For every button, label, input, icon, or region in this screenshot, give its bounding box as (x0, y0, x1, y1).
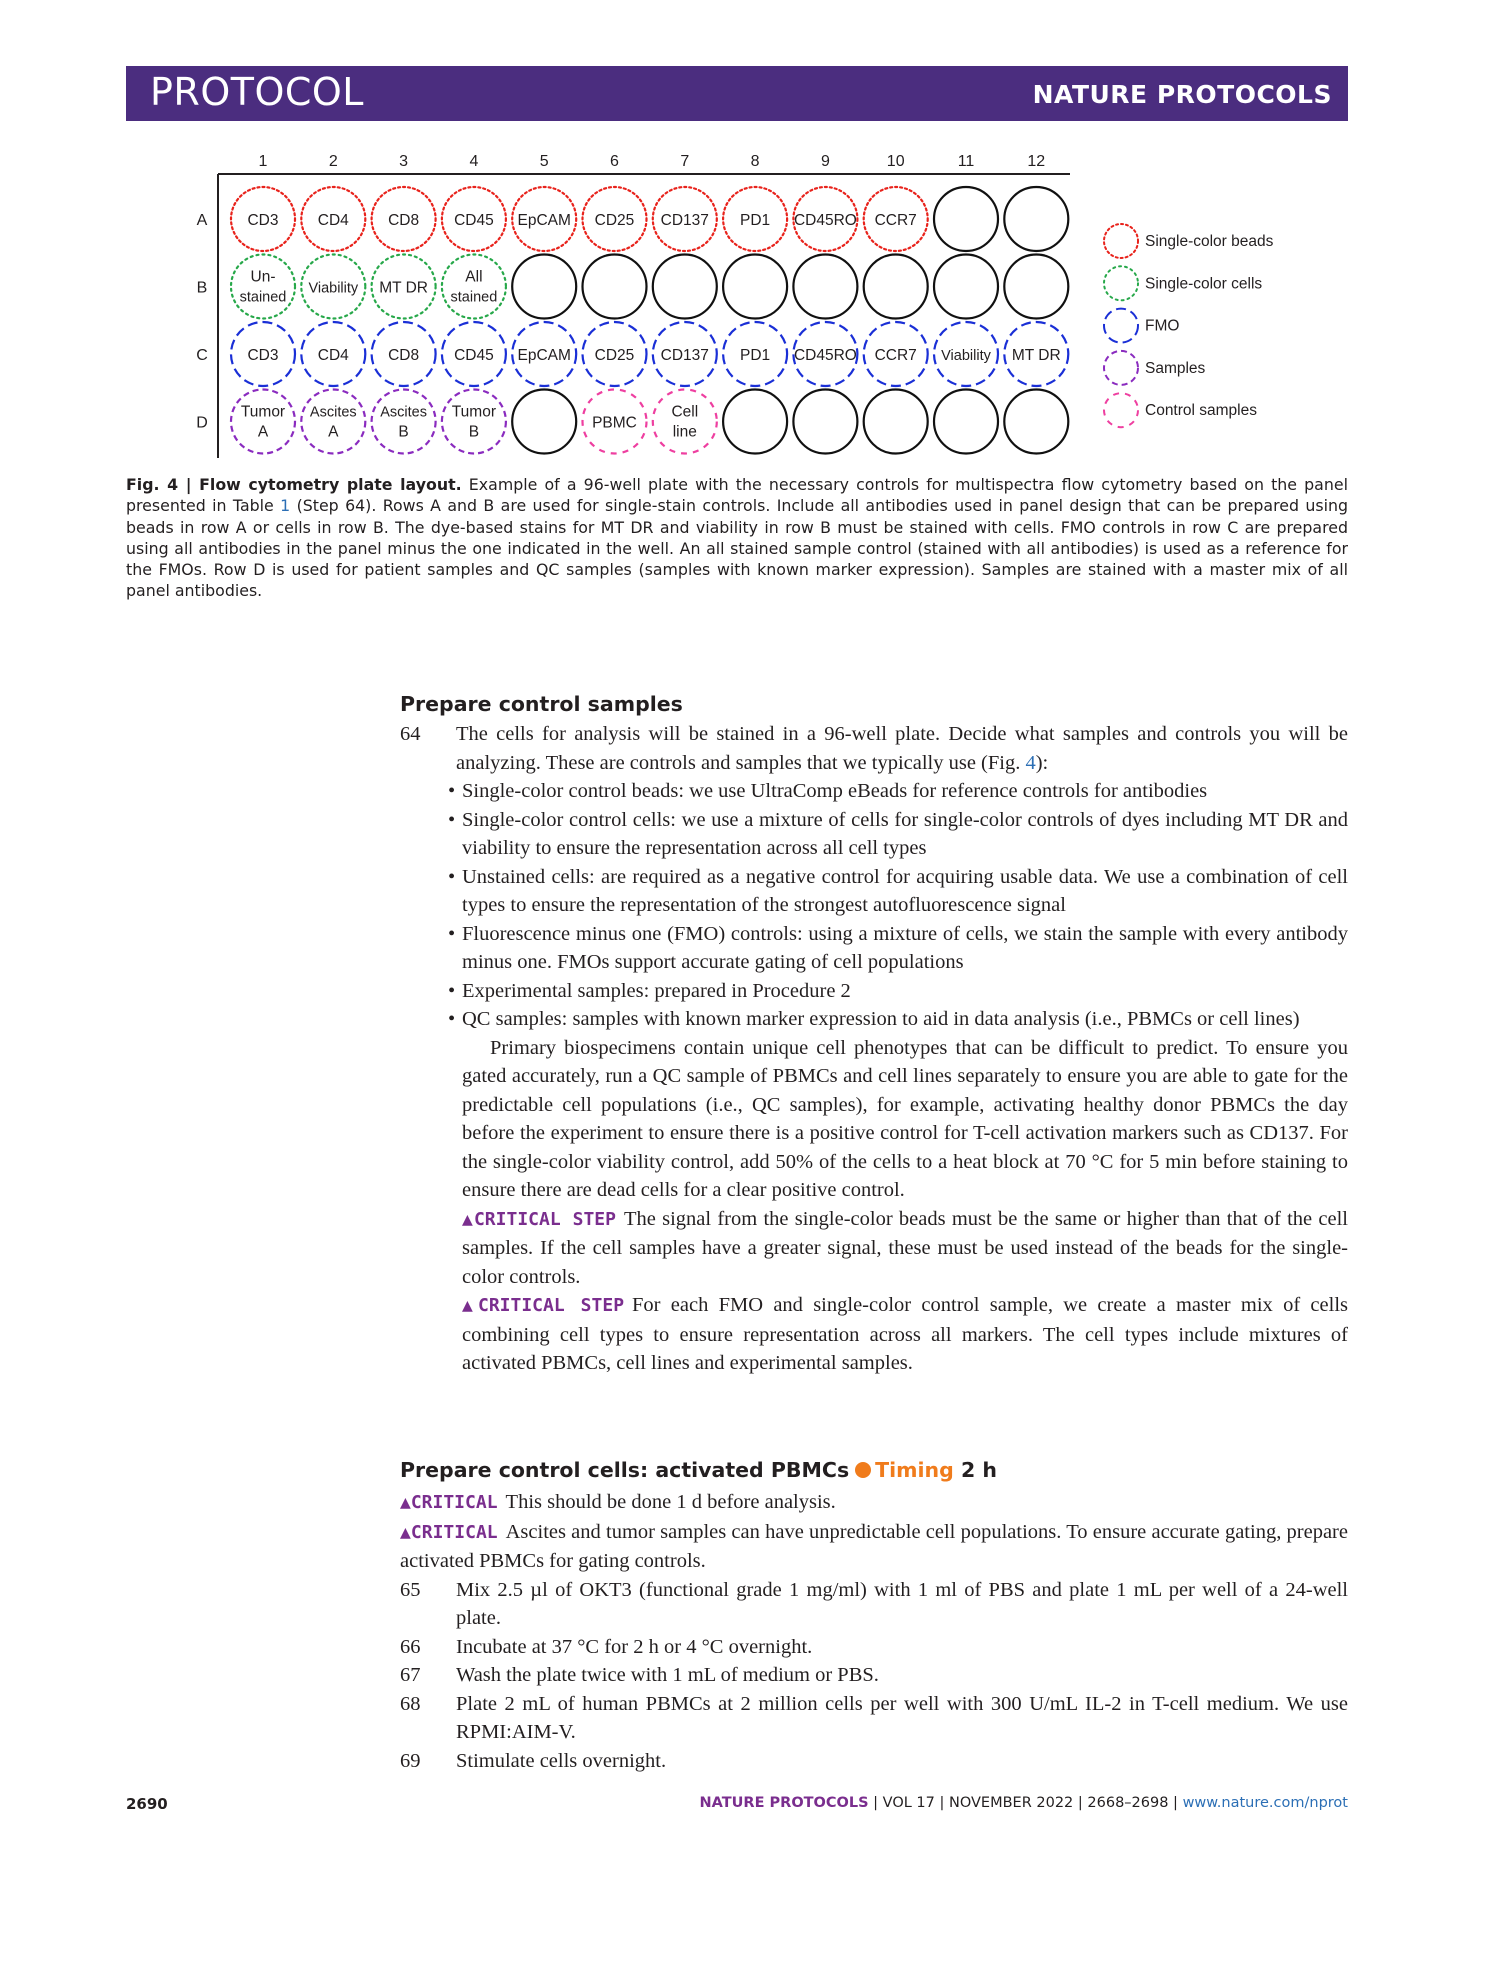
well (372, 390, 436, 454)
bullet-item (400, 1005, 1348, 1034)
well-label: CD8 (388, 212, 420, 229)
well-label: CD45RO (793, 212, 857, 229)
footer-citation (700, 1795, 1348, 1811)
well (934, 187, 998, 251)
well-label: CD4 (317, 347, 349, 364)
well (864, 322, 928, 386)
legend-item (1104, 224, 1274, 258)
step-68 (400, 1690, 1348, 1747)
well (934, 322, 998, 386)
critical-step-label: ▲CRITICAL STEP (462, 1208, 616, 1230)
well (301, 255, 365, 319)
well (653, 255, 717, 319)
well-label: Ascites (380, 404, 427, 421)
well-circle (1004, 390, 1068, 454)
bullet-text: Unstained cells: are required as a negative control for acquiring usable data. We use a combination of cell types to ensure the representation of the strongest autofluorescence signal (462, 865, 1348, 916)
well (583, 187, 647, 251)
bullet-text: Fluorescence minus one (FMO) controls: using a mixture of cells, we stain the sample with every antibody minus one. FMOs support accurate gating of cell populations (462, 922, 1348, 973)
well (723, 187, 787, 251)
figure-caption (126, 474, 1348, 602)
well-circle (864, 390, 928, 454)
step-number: 68 (400, 1692, 421, 1715)
footer-journal: NATURE PROTOCOLS (699, 1795, 869, 1811)
step-69 (400, 1747, 1348, 1776)
legend-swatch (1104, 351, 1138, 385)
step-67 (400, 1661, 1348, 1690)
well (723, 322, 787, 386)
well (512, 187, 576, 251)
step-text-end: ): (1035, 751, 1049, 774)
well-circle (1004, 187, 1068, 251)
well-circle (934, 390, 998, 454)
step-66 (400, 1633, 1348, 1662)
bullet-icon: • (448, 922, 456, 945)
footer-sep: | (1073, 1795, 1088, 1811)
well-label: EpCAM (517, 212, 571, 229)
bullet-icon: • (448, 865, 456, 888)
well-label: line (672, 423, 697, 441)
plate-wells (231, 187, 1068, 454)
well (1004, 255, 1068, 319)
well (653, 322, 717, 386)
critical-text: This should be done 1 d before analysis. (505, 1491, 836, 1513)
critical-step-label: ▲CRITICAL STEP (462, 1295, 625, 1316)
well-label: CD137 (660, 347, 709, 364)
well (653, 390, 717, 454)
bullet-icon: • (448, 979, 456, 1002)
column-label: 5 (539, 153, 549, 170)
figure-legend (1104, 224, 1274, 427)
well-circle (793, 390, 857, 454)
well (231, 255, 295, 319)
plate-layout-figure (0, 0, 1489, 470)
caption-text-b: (Step 64). Rows A and B are used for single-stain controls. Include all antibodies used in panel design that can be prepared using beads in row A or cells in row B. The dye-based stains for MT DR and viability in row B must be stained with cells. FMO controls in row C are prepared using all antibodies in the panel minus the one indicated in the well. An all stained sample control (stained with all antibodies) is used as a reference for the FMOs. Row D is used for patient samples and QC samples (samples with known marker expression). Samples are stained with a master mix of all panel antibodies. (126, 496, 1349, 601)
step-text: Plate 2 mL of human PBMCs at 2 million cells per well with 300 U/mL IL-2 in T-cell medium. We use RPMI:AIM-V. (456, 1692, 1348, 1743)
step-text: Stimulate cells overnight. (456, 1749, 667, 1772)
footer-sep: | (1168, 1795, 1183, 1811)
bullet-item (400, 977, 1348, 1006)
figure-ref-link[interactable]: 4 (1025, 751, 1036, 774)
well (301, 390, 365, 454)
well-circle (372, 390, 436, 454)
well-circle (301, 390, 365, 454)
table-ref-link[interactable]: 1 (280, 496, 291, 516)
step-number: 67 (400, 1664, 421, 1686)
legend-item (1104, 351, 1206, 385)
well-label: Un- (250, 268, 276, 286)
well (231, 322, 295, 386)
critical-step-text: The signal from the single-color beads must be the same or higher than that of the cell samples. If the cell samples have a greater signal, these must be used instead of the beads for the single-color controls. (462, 1207, 1348, 1288)
row-label: A (196, 212, 208, 229)
well-label: Cell (671, 403, 699, 421)
well-circle (1004, 255, 1068, 319)
column-label: 10 (886, 153, 905, 170)
column-labels (259, 153, 1046, 170)
section-heading-activated-pbmcs (400, 1458, 997, 1482)
well (442, 187, 506, 251)
well (512, 255, 576, 319)
well-label: PBMC (592, 414, 637, 432)
well (442, 322, 506, 386)
well-label: A (257, 423, 269, 441)
footer-sep: | (868, 1795, 883, 1811)
step-text: Wash the plate twice with 1 mL of medium or PBS. (456, 1664, 879, 1686)
step-65 (400, 1576, 1348, 1633)
column-label: 3 (399, 153, 409, 170)
timing-dot-icon (855, 1462, 871, 1478)
well (653, 187, 717, 251)
critical-label: ▲CRITICAL (400, 1521, 498, 1543)
step-text: Mix 2.5 µl of OKT3 (functional grade 1 mg/ml) with 1 ml of PBS and plate 1 mL per well of a 24-well plate. (456, 1578, 1348, 1629)
well (583, 390, 647, 454)
well (1004, 322, 1068, 386)
legend-label: Single-color beads (1145, 233, 1274, 250)
well-label: PD1 (740, 347, 771, 364)
critical-step-text: For each FMO and single-color control sample, we create a master mix of cells combining cell types to ensure representation across all markers. The cell types include mixtures of activated PBMCs, cell lines and experimental samples. (462, 1294, 1349, 1374)
well-circle (793, 255, 857, 319)
bullet-icon: • (448, 1008, 456, 1030)
footer-sep: | (934, 1795, 949, 1811)
well (301, 187, 365, 251)
legend-label: Samples (1145, 359, 1206, 377)
column-label: 2 (328, 153, 338, 170)
well-circle (583, 255, 647, 319)
well-circle (723, 255, 787, 319)
well-label: Tumor (451, 403, 497, 421)
well-label: PD1 (740, 212, 771, 229)
caption-title: Fig. 4 | Flow cytometry plate layout. (126, 475, 462, 494)
well (583, 322, 647, 386)
well (231, 187, 295, 251)
well-label: Ascites (309, 404, 357, 421)
well (793, 390, 857, 454)
row-label: B (196, 279, 208, 297)
well-label: All (465, 268, 483, 286)
well (1004, 390, 1068, 454)
bullet-text: Experimental samples: prepared in Procedure 2 (462, 979, 851, 1002)
legend-item (1104, 266, 1262, 300)
footer-pages: 2668–2698 (1087, 1795, 1169, 1811)
well (442, 390, 506, 454)
well-circle (231, 390, 295, 454)
well-circle (512, 255, 576, 319)
well-circle (231, 255, 295, 319)
well (372, 187, 436, 251)
column-label: 9 (820, 153, 830, 170)
well (864, 187, 928, 251)
well (793, 255, 857, 319)
well (793, 322, 857, 386)
legend-label: FMO (1145, 317, 1180, 335)
step-number: 65 (400, 1578, 421, 1601)
section-heading-control-samples: Prepare control samples (400, 692, 683, 716)
qc-paragraph: Primary biospecimens contain unique cell phenotypes that can be difficult to predict. To ensure you gated accurately, run a QC sample of PBMCs and cell lines separately to ensure you are able to gate for the predictable cell populations (i.e., QC samples), for example, activating healthy donor PBMCs the day before the experiment to ensure there is a positive control for T-cell activation markers such as CD137. For the single-color viability control, add 50% of the cells to a heat block at 70 °C for 5 min before staining to ensure there are dead cells for a clear positive control. (462, 1036, 1348, 1201)
bullet-icon: • (448, 808, 456, 831)
step-text: Incubate at 37 °C for 2 h or 4 °C overnight. (456, 1635, 813, 1658)
well-label: CD4 (317, 212, 349, 229)
well-circle (442, 390, 506, 454)
row-label: D (196, 414, 208, 432)
well-label: CCR7 (874, 212, 917, 229)
well-label: B (468, 423, 480, 441)
well-label: CD3 (247, 347, 279, 364)
column-label: 11 (957, 153, 975, 170)
well (723, 255, 787, 319)
well-label: CD25 (594, 212, 635, 229)
well-circle (934, 187, 998, 251)
well (442, 255, 506, 319)
well (723, 390, 787, 454)
step-text: The cells for analysis will be stained in a 96-well plate. Decide what samples and controls you will be analyzing. These are controls and samples that we typically use (Fig. (456, 723, 1348, 774)
bullet-item (400, 863, 1348, 920)
section1-body (400, 720, 1348, 1378)
footer-date: NOVEMBER 2022 (948, 1795, 1074, 1811)
column-label: 4 (469, 153, 479, 170)
bullet-item (400, 777, 1348, 806)
well (301, 322, 365, 386)
legend-swatch (1104, 224, 1138, 258)
well (934, 255, 998, 319)
column-label: 7 (680, 153, 690, 170)
column-label: 12 (1027, 153, 1046, 170)
well (512, 390, 576, 454)
section-heading-text: Prepare control cells: activated PBMCs (400, 1458, 850, 1482)
column-label: 6 (610, 153, 619, 170)
legend-swatch (1104, 266, 1138, 300)
bullet-text: Single-color control cells: we use a mixture of cells for single-color controls of dyes including MT DR and viability to ensure the representation across all cell types (462, 808, 1348, 859)
well-label: CD137 (660, 212, 709, 229)
well (793, 187, 857, 251)
well-label: MT DR (1011, 347, 1061, 364)
well-circle (864, 255, 928, 319)
well-label: Tumor (240, 403, 286, 421)
well-label: stained (450, 289, 498, 306)
well (1004, 187, 1068, 251)
well (512, 322, 576, 386)
well (864, 390, 928, 454)
well (934, 390, 998, 454)
well-circle (934, 255, 998, 319)
well-label: MT DR (379, 279, 428, 297)
well-circle (723, 390, 787, 454)
critical-label: ▲CRITICAL (400, 1492, 498, 1513)
well (583, 255, 647, 319)
well-label: CD25 (594, 347, 635, 364)
well-label: A (328, 423, 339, 441)
critical-step-2 (400, 1291, 1348, 1378)
footer-volume: VOL 17 (882, 1795, 935, 1811)
legend-item (1104, 309, 1179, 343)
bullet-item (400, 806, 1348, 863)
section-type-label: PROTOCOL (150, 70, 364, 114)
well (372, 255, 436, 319)
journal-name-label: NATURE PROTOCOLS (1032, 80, 1332, 109)
page-number: 2690 (126, 1795, 168, 1813)
well-circle (653, 255, 717, 319)
legend-label: Single-color cells (1145, 275, 1263, 293)
bullet-icon: • (448, 780, 456, 802)
row-labels (196, 212, 208, 432)
timing-value: 2 h (960, 1458, 997, 1482)
well-circle (512, 390, 576, 454)
bullet-item (400, 920, 1348, 977)
timing-label: Timing (875, 1458, 954, 1482)
well-label: stained (239, 289, 287, 306)
bullet-text: QC samples: samples with known marker expression to aid in data analysis (i.e., PBMCs or cell lines) (462, 1008, 1300, 1030)
bullet-text: Single-color control beads: we use UltraComp eBeads for reference controls for antibodies (462, 780, 1208, 802)
well-label: CD45 (454, 347, 494, 364)
critical-step-1 (400, 1205, 1348, 1292)
step-64 (400, 720, 1348, 777)
critical-note-1 (400, 1488, 1348, 1518)
row-label: C (196, 347, 208, 364)
critical-text: Ascites and tumor samples can have unpredictable cell populations. To ensure accurate gating, prepare activated PBMCs for gating controls. (400, 1520, 1348, 1572)
well-circle (653, 390, 717, 454)
legend-swatch (1104, 393, 1138, 427)
column-label: 8 (750, 153, 760, 170)
column-label: 1 (258, 153, 268, 170)
well-label: Viability (941, 348, 991, 364)
well-label: CD45RO (793, 347, 857, 364)
well-label: CD45 (454, 212, 494, 229)
well-label: CD8 (388, 347, 420, 364)
well-label: Viability (308, 280, 359, 297)
legend-swatch (1104, 309, 1138, 343)
step-number: 64 (400, 723, 421, 745)
legend-label: Control samples (1145, 402, 1257, 420)
step-number: 66 (400, 1635, 421, 1658)
footer-url-link[interactable]: www.nature.com/nprot (1182, 1795, 1348, 1811)
well-label: B (398, 423, 409, 441)
well (231, 390, 295, 454)
well-circle (442, 255, 506, 319)
well-label: CD3 (247, 212, 279, 229)
step-number: 69 (400, 1749, 421, 1772)
critical-note-2 (400, 1518, 1348, 1576)
section2-body (400, 1488, 1348, 1775)
well-label: CCR7 (874, 347, 917, 364)
legend-item (1104, 393, 1257, 427)
well (864, 255, 928, 319)
well-label: EpCAM (517, 347, 571, 364)
well (372, 322, 436, 386)
caption-text-a: Example of a 96-well plate with the necessary controls for multispectra flow cytometry based on the panel presented in Table (126, 475, 1348, 516)
